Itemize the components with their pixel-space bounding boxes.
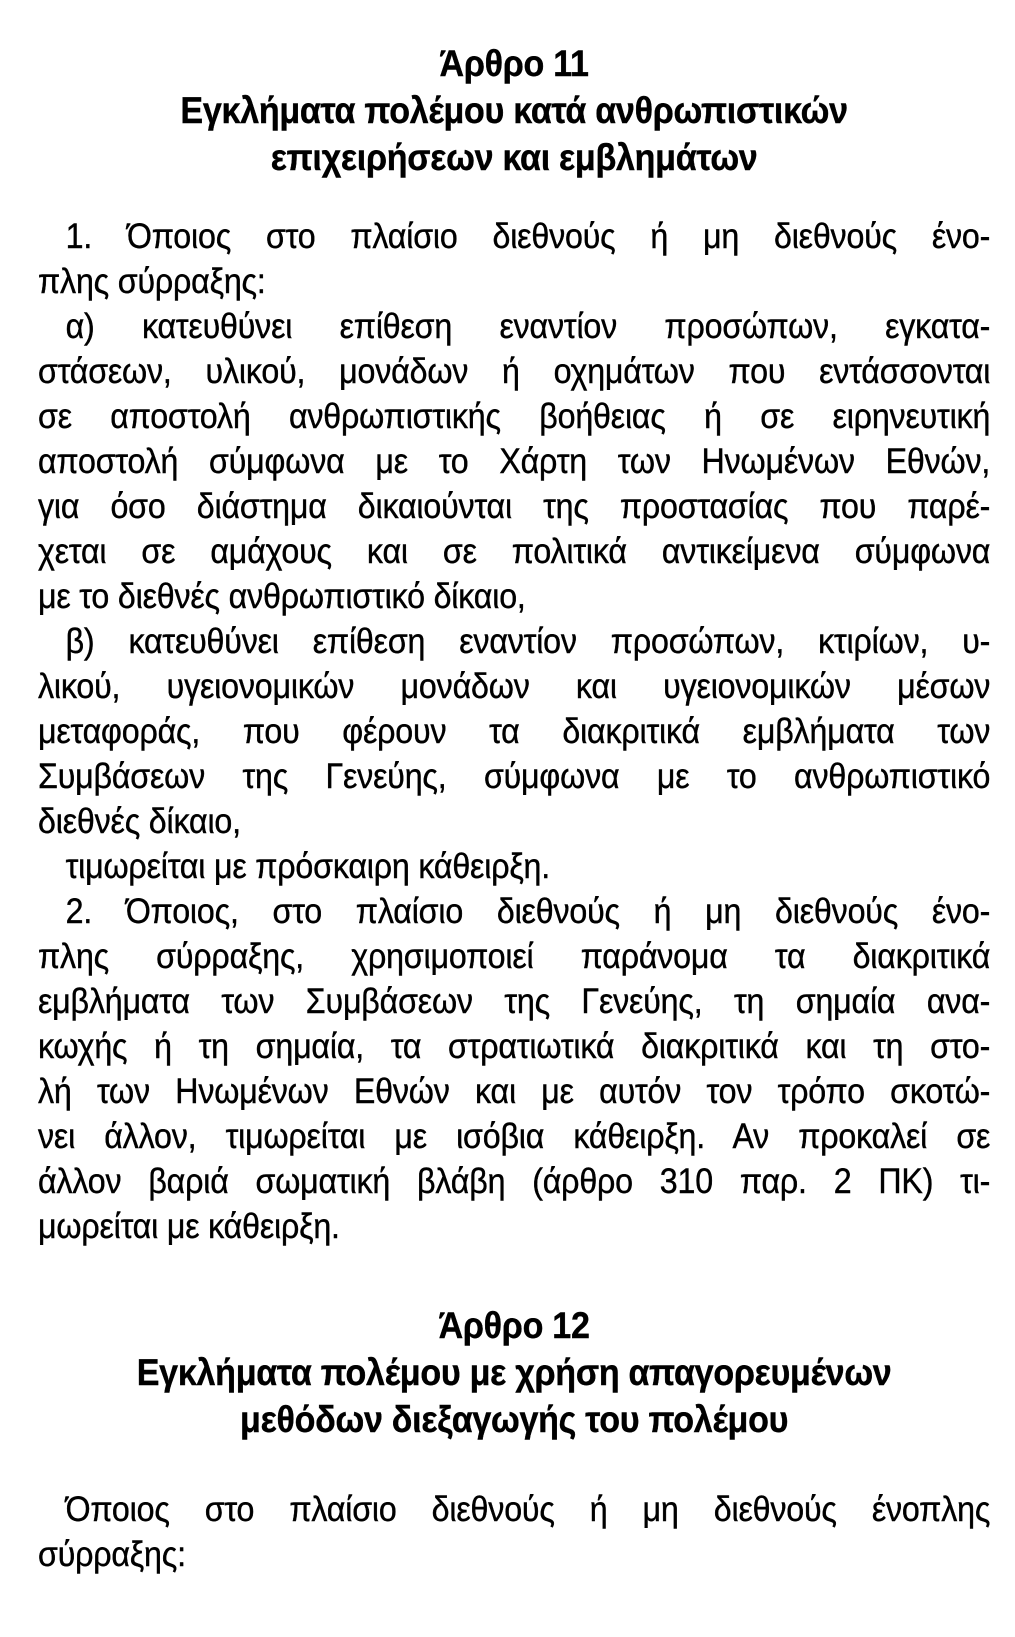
text-line: 2. Όποιος, στο πλαίσιο διεθνούς ή μη διεθνούς ένο- bbox=[65, 892, 991, 931]
text-line: κωχής ή τη σημαία, τα στρατιωτικά διακριτικά και τη στο- bbox=[38, 1027, 991, 1066]
text-line: χεται σε αμάχους και σε πολιτικά αντικείμενα σύμφωνα bbox=[38, 532, 991, 571]
text-column bbox=[38, 0, 990, 1577]
text-line: εμβλήματα των Συμβάσεων της Γενεύης, τη σημαία ανα- bbox=[38, 982, 991, 1021]
article-12-number: Άρθρο 12 bbox=[438, 1305, 590, 1346]
article-11-number: Άρθρο 11 bbox=[439, 43, 589, 84]
article-12-title-line-2: μεθόδων διεξαγωγής του πολέμου bbox=[240, 1399, 789, 1440]
text-line: β) κατευθύνει επίθεση εναντίον προσώπων, κτιρίων, υ- bbox=[65, 622, 991, 661]
text-line: λή των Ηνωμένων Εθνών και με αυτόν τον τρόπο σκοτώ- bbox=[38, 1072, 991, 1111]
text-line: μωρείται με κάθειρξη. bbox=[38, 1207, 340, 1246]
text-line: στάσεων, υλικού, μονάδων ή οχημάτων που εντάσσονται bbox=[38, 352, 991, 391]
text-line: σύρραξης: bbox=[38, 1535, 186, 1574]
text-line: α) κατευθύνει επίθεση εναντίον προσώπων, εγκατα- bbox=[65, 307, 991, 346]
text-line: διεθνές δίκαιο, bbox=[38, 802, 241, 841]
text-line: με το διεθνές ανθρωπιστικό δίκαιο, bbox=[38, 577, 526, 616]
article-11-title-line-2: επιχειρήσεων και εμβλημάτων bbox=[270, 137, 758, 178]
text-line: για όσο διάστημα δικαιούνται της προστασίας που παρέ- bbox=[38, 487, 991, 526]
text-line: πλης σύρραξης, χρησιμοποιεί παράνομα τα διακριτικά bbox=[38, 937, 991, 976]
text-line: Συμβάσεων της Γενεύης, σύμφωνα με το ανθρωπιστικό bbox=[38, 757, 991, 796]
text-line: 1. Όποιος στο πλαίσιο διεθνούς ή μη διεθνούς ένο- bbox=[65, 217, 991, 256]
article-11-heading bbox=[38, 40, 990, 181]
text-line: Όποιος στο πλαίσιο διεθνούς ή μη διεθνούς ένοπλης bbox=[65, 1490, 991, 1529]
text-line: σε αποστολή ανθρωπιστικής βοήθειας ή σε ειρηνευτική bbox=[38, 397, 991, 436]
text-line: άλλον βαριά σωματική βλάβη (άρθρο 310 παρ. 2 ΠΚ) τι- bbox=[38, 1162, 991, 1201]
article-12-body bbox=[38, 1487, 990, 1577]
article-11-title-line-1: Εγκλήματα πολέμου κατά ανθρωπιστικών bbox=[180, 90, 848, 131]
text-line: αποστολή σύμφωνα με το Χάρτη των Ηνωμένων Εθνών, bbox=[38, 442, 991, 481]
text-line: μεταφοράς, που φέρουν τα διακριτικά εμβλήματα των bbox=[38, 712, 991, 751]
text-line: νει άλλον, τιμωρείται με ισόβια κάθειρξη. Αν προκαλεί σε bbox=[38, 1117, 991, 1156]
text-line: λικού, υγειονομικών μονάδων και υγειονομικών μέσων bbox=[38, 667, 991, 706]
article-12-heading bbox=[38, 1302, 990, 1443]
article-11-body bbox=[38, 214, 990, 1249]
text-line: πλης σύρραξης: bbox=[38, 262, 266, 301]
article-12-title-line-1: Εγκλήματα πολέμου με χρήση απαγορευμένων bbox=[136, 1352, 892, 1393]
text-line: τιμωρείται με πρόσκαιρη κάθειρξη. bbox=[65, 847, 551, 886]
